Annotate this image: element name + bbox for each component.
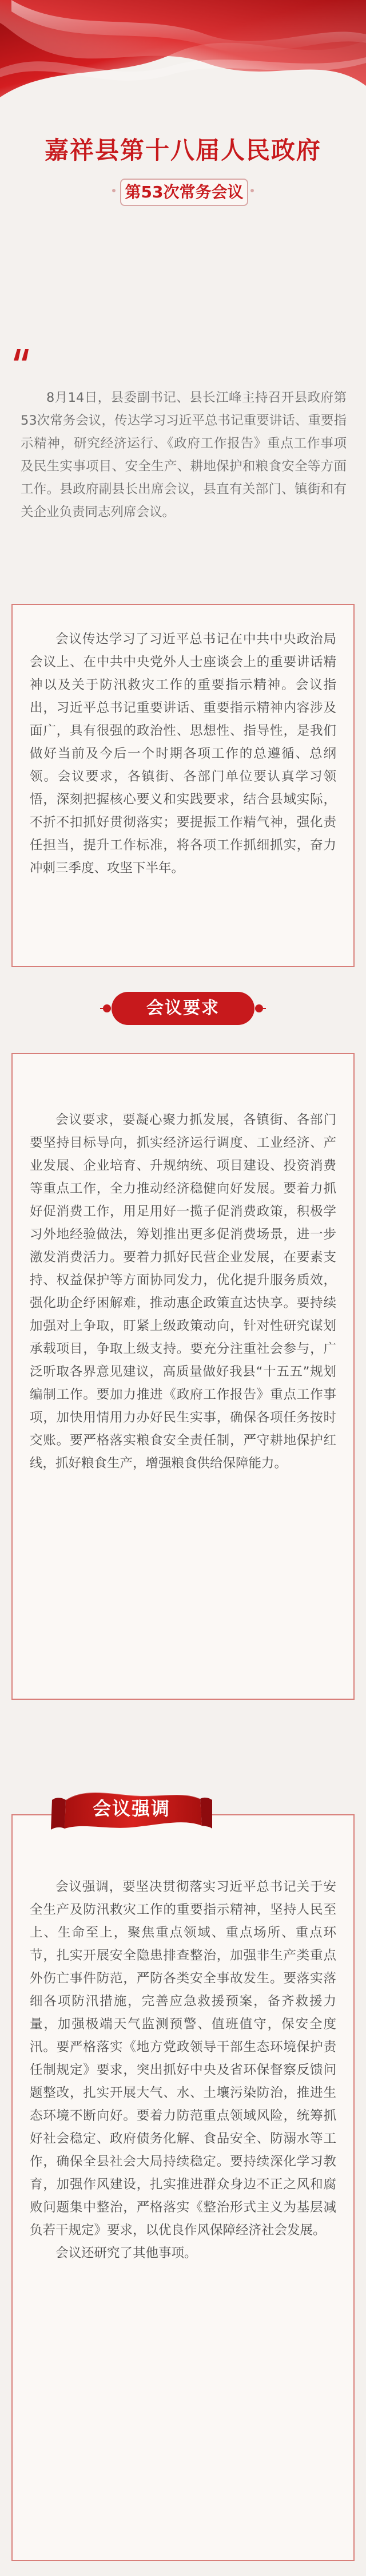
quote-mark-icon [11, 343, 34, 366]
meeting-subtitle: 第53次常务会议 [120, 179, 248, 206]
section-emphasis-paragraph: 会议强调，要坚决贯彻落实习近平总书记关于安全生产及防汛救灾工作的重要指示精神，坚持人民至上、生命至上，聚焦重点领域、重点场所、重点环节，扎实开展安全隐患排查整治，加强非生产类重点外伤亡事件防范，严防各类安全事故发生。要落实落细各项防汛措施，完善应急救援预案，备齐救援力量，加强极端天气监测预警、值班值守，保安全度汛。要严格落实《地方党政领导干部生态环境保护责任制规定》要求，突出抓好中央及省环保督察反馈问题整改，扎实开展大气、水、土壤污染防治，推进生态环境不断向好。要着力防范重点领域风险，统筹抓好社会稳定、政府债务化解、食品安全、防溺水等工作，确保全县社会大局持续稳定。要持续深化学习教育，加强作风建设，扎实推进群众身边不正之风和腐败问题集中整治，严格落实《整治形式主义为基层减负若干规定》要求，以优良作风保障经济社会发展。 [30, 1879, 336, 2238]
section-emphasis-heading: 会议强调 [92, 1798, 170, 1819]
section-requirements-card [11, 1053, 355, 1700]
section-emphasis-card [11, 1814, 355, 2561]
subtitle-right-dot [250, 189, 254, 192]
section-emphasis-closing: 会议还研究了其他事项。 [55, 2246, 197, 2261]
subtitle-left-dot [112, 189, 116, 192]
section-study-card [11, 604, 355, 967]
intro-paragraph: 8月14日，县委副书记、县长江峰主持召开县政府第53次常务会议，传达学习习近平总书记重要讲话、重要指示精神，研究经济运行、《政府工作报告》重点工作事项及民生实事项目、安全生产、耕地保护和粮食安全等方面工作。县政府副县长出席会议，县直有关部门、镇街和有关企业负责同志列席会议。 [21, 390, 347, 520]
page-title: 嘉祥县第十八届人民政府 [44, 136, 321, 164]
section-study-paragraph: 会议传达学习了习近平总书记在中共中央政治局会议上、在中共中央党外人士座谈会上的重要讲话精神以及关于防汛救灾工作的重要指示精神。会议指出，习近平总书记重要讲话、重要指示精神内容涉及面广，具有很强的政治性、思想性、指导性，是我们做好当前及今后一个时期各项工作的总遵循、总纲领。会议要求，各镇街、各部门单位要认真学习领悟，深刻把握核心要义和实践要求，结合县域实际，不折不扣抓好贯彻落实；要提振工作精气神，强化责任担当，提升工作标准，将各项工作抓细抓实，奋力冲刺三季度、攻坚下半年。 [30, 632, 336, 876]
section-requirements-heading: 会议要求 [146, 998, 220, 1018]
section-requirements-paragraph: 会议要求，要凝心聚力抓发展，各镇街、各部门要坚持目标导向，抓实经济运行调度、工业经济、产业发展、企业培育、升规纳统、项目建设、投资消费等重点工作，全力推动经济稳健向好发展。要着力抓好促消费工作，用足用好一揽子促消费政策，积极学习外地经验做法，筹划推出更多促消费场景，进一步激发消费活力。要着力抓好民营企业发展，在要素支持、权益保护等方面协同发力，优化提升服务质效，强化助企纾困解难，推动惠企政策直达快享。要持续加强对上争取，盯紧上级政策动向，针对性研究谋划承载项目，争取上级支持。要充分注重社会参与，广泛听取各界意见建议，高质量做好我县“十五五”规划编制工作。要加力推进《政府工作报告》重点工作事项，加快用情用力办好民生实事，确保各项任务按时交账。要严格落实粮食安全责任制，严守耕地保护红线，抓好粮食生产，增强粮食供给保障能力。 [30, 1113, 336, 1471]
red-silk-banner-decoration [0, 0, 366, 126]
